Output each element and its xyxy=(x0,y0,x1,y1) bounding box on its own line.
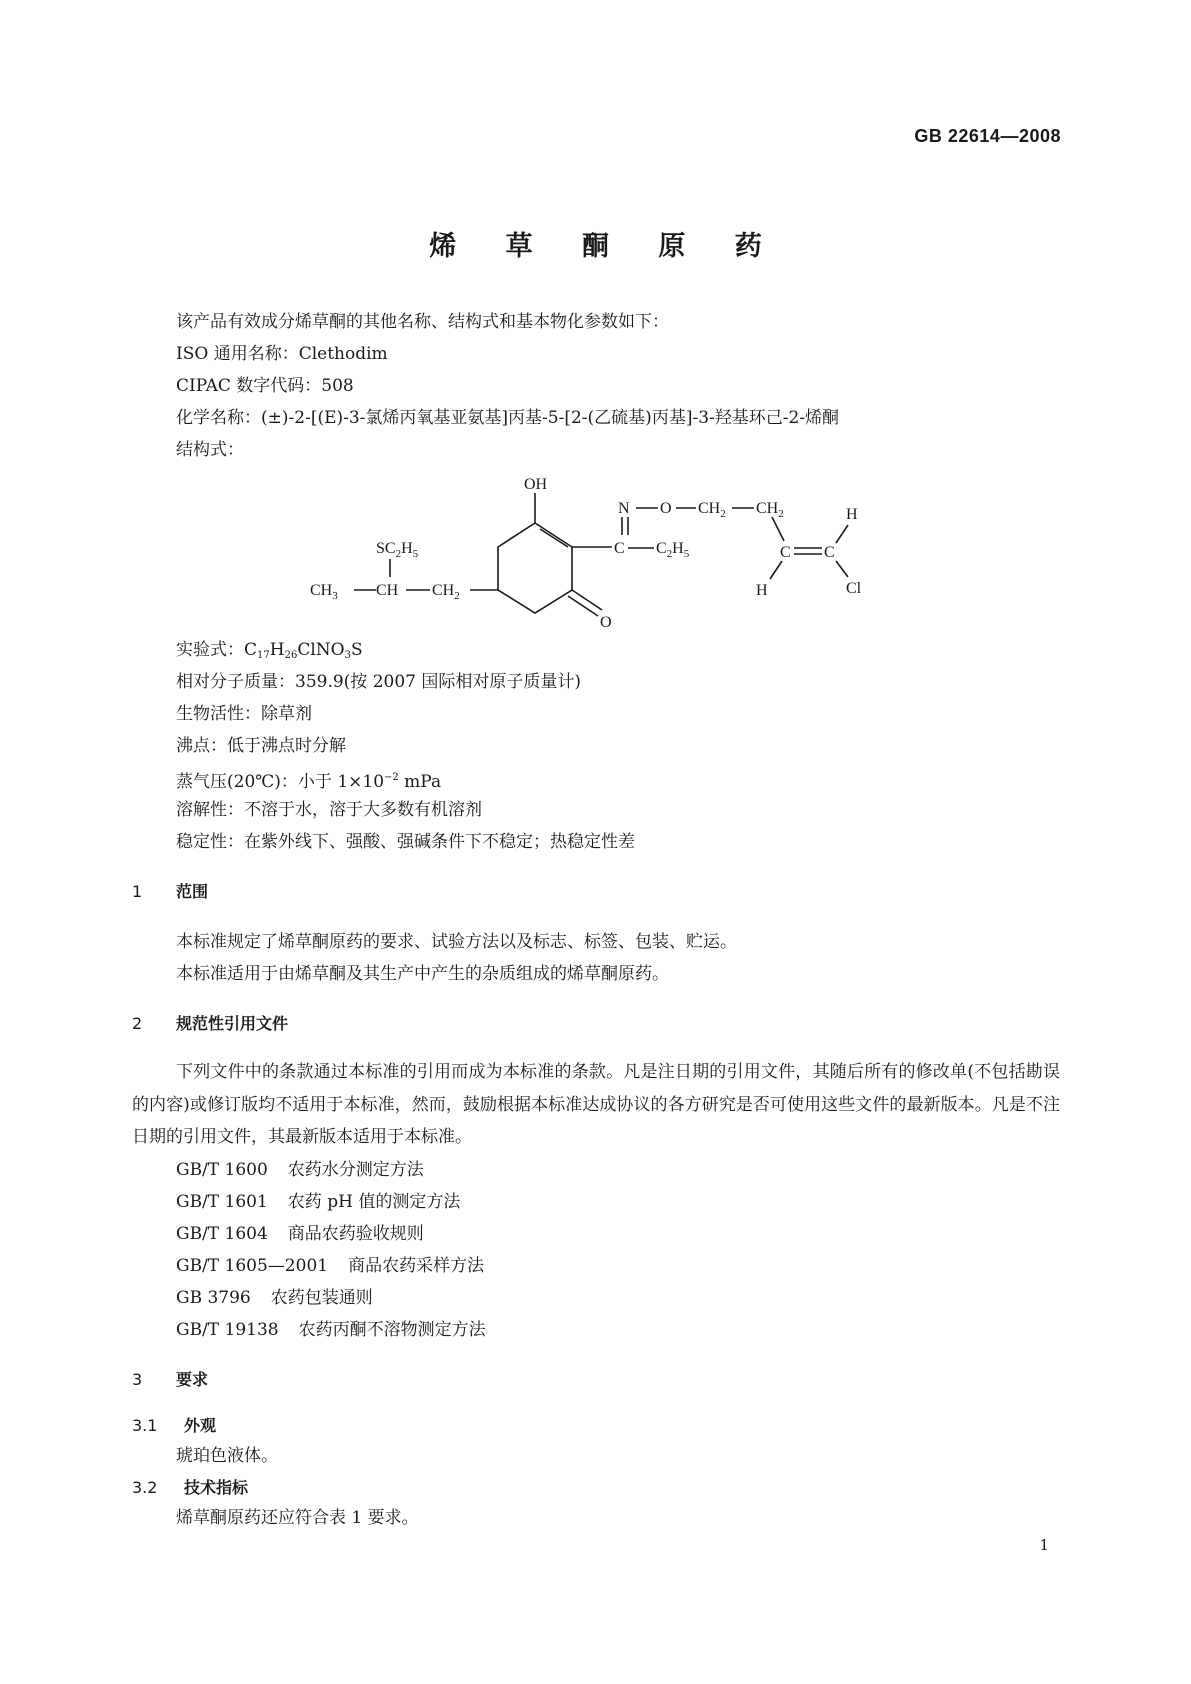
cl-label: Cl xyxy=(846,580,862,597)
h-top-label: H xyxy=(846,506,858,523)
imino-c-label: C xyxy=(614,540,625,557)
stab-value: 在紫外线下、强酸、强碱条件下不稳定；热稳定性差 xyxy=(244,832,635,852)
h-bottom-label: H xyxy=(756,582,768,599)
n-label: N xyxy=(618,500,630,517)
bp-label: 沸点： xyxy=(176,736,227,756)
ref-title: 农药 pH 值的测定方法 xyxy=(287,1192,461,1212)
formula-h-count: 26 xyxy=(284,650,298,661)
bio-label: 生物活性： xyxy=(176,704,261,724)
section-1-heading xyxy=(132,880,208,904)
empirical-formula xyxy=(176,638,363,668)
formula-c-count: 17 xyxy=(257,650,270,661)
ref-item xyxy=(176,1222,424,1246)
section-3-1-title: 外观 xyxy=(184,1416,217,1435)
section-2-heading xyxy=(132,1012,288,1036)
c-cl-bond xyxy=(836,561,848,577)
ch2-b-label: $CH_2$ xyxy=(756,500,784,520)
section-2-number: 2 xyxy=(132,1014,143,1033)
section-3-2-title: 技术指标 xyxy=(184,1478,249,1497)
ring-bonds xyxy=(498,523,572,613)
section-3-1-text: 琥珀色液体。 xyxy=(176,1446,278,1466)
biological-activity xyxy=(176,702,312,726)
section-3-1-number: 3.1 xyxy=(132,1416,158,1435)
ref-code: GB/T 19138 xyxy=(176,1320,279,1340)
standard-number: GB 22614—2008 xyxy=(914,126,1061,146)
keto-o-label: O xyxy=(600,614,612,631)
ref-code: GB/T 1605—2001 xyxy=(176,1256,329,1276)
vinyl-c-right-label: C xyxy=(824,544,835,561)
formula-s: S xyxy=(350,640,363,660)
c-h-bottom-bond xyxy=(770,561,782,579)
vapor-pressure xyxy=(176,766,441,794)
sc2h5-label: $SC_2H_5$ xyxy=(376,540,419,560)
c-h-bond xyxy=(836,525,848,543)
iso-common-name xyxy=(176,342,388,366)
formula-clno: ClNO xyxy=(297,640,345,660)
section-3-2-heading xyxy=(132,1476,248,1500)
formula-c: C xyxy=(244,640,258,660)
keto-bond xyxy=(572,590,602,610)
section-1-title: 范围 xyxy=(176,882,209,901)
cipac-value: 508 xyxy=(321,376,354,396)
ref-title: 农药包装通则 xyxy=(270,1288,373,1308)
section-2-paragraph: 下列文件中的条款通过本标准的引用而成为本标准的条款。凡是注日期的引用文件，其随后所有的修改单(不包括勘误的内容)或修订版均不适用于本标准，然而，鼓励根据本标准达成协议的各方研究是否可使用这些文件的最新版本。凡是不注日期的引用文件，其最新版本适用于本标准。 xyxy=(132,1062,1060,1147)
ref-title: 农药丙酮不溶物测定方法 xyxy=(298,1320,486,1340)
ch-label: CH xyxy=(376,582,399,599)
vp-label: 蒸气压(20℃)： xyxy=(176,772,298,792)
formula-h: H xyxy=(269,640,285,660)
section-3-1-heading xyxy=(132,1414,216,1438)
molecular-weight xyxy=(176,670,581,694)
ref-item xyxy=(176,1254,484,1278)
iso-label: ISO 通用名称： xyxy=(176,344,299,364)
ref-item xyxy=(176,1158,424,1182)
c2h5-label: $C_2H_5$ xyxy=(656,540,690,560)
cipac-label: CIPAC 数字代码： xyxy=(176,376,322,396)
stability xyxy=(176,830,635,854)
ref-title: 商品农药验收规则 xyxy=(287,1224,424,1244)
ref-title: 农药水分测定方法 xyxy=(287,1160,424,1180)
formula-label: 实验式： xyxy=(176,640,244,660)
section-1-p1: 本标准规定了烯草酮原药的要求、试验方法以及标志、标签、包装、贮运。 xyxy=(176,932,737,952)
ref-code: GB 3796 xyxy=(176,1288,251,1308)
formula-o-count: 3 xyxy=(344,650,351,661)
section-3-title: 要求 xyxy=(176,1370,209,1389)
bp-value: 低于沸点时分解 xyxy=(227,736,346,756)
page-number: 1 xyxy=(1039,1536,1049,1554)
section-3-number: 3 xyxy=(132,1370,143,1389)
oh-label: OH xyxy=(524,476,548,493)
vinyl-c-left-label: C xyxy=(780,544,791,561)
ch2-c-bond xyxy=(772,517,784,541)
o-link-label: O xyxy=(660,500,672,517)
section-1-p2: 本标准适用于由烯草酮及其生产中产生的杂质组成的烯草酮原药。 xyxy=(176,964,669,984)
section-2-title: 规范性引用文件 xyxy=(176,1014,289,1033)
intro-lead: 该产品有效成分烯草酮的其他名称、结构式和基本物化参数如下： xyxy=(176,312,669,332)
bio-value: 除草剂 xyxy=(261,704,312,724)
section-3-2-text: 烯草酮原药还应符合表 1 要求。 xyxy=(176,1508,419,1528)
structural-formula xyxy=(310,465,890,635)
ref-item xyxy=(176,1190,460,1214)
solubility xyxy=(176,798,482,822)
document-title: 烯 草 酮 原 药 xyxy=(429,231,782,262)
section-3-heading xyxy=(132,1368,208,1392)
vp-exponent: −2 xyxy=(384,772,399,783)
ref-item xyxy=(176,1318,486,1342)
structure-label: 结构式： xyxy=(176,440,244,460)
ref-code: GB/T 1604 xyxy=(176,1224,268,1244)
stab-label: 稳定性： xyxy=(176,832,244,852)
ch2-side-label: $CH_2$ xyxy=(432,582,460,602)
chem-value: (±)-2-[(E)-3-氯烯丙氧基亚氨基]丙基-5-[2-(乙硫基)丙基]-3-羟基环己-2-烯酮 xyxy=(261,408,840,428)
vp-value: 小于 1×10 xyxy=(297,772,385,792)
mw-value: 359.9(按 2007 国际相对原子质量计) xyxy=(295,672,582,692)
cipac-code xyxy=(176,374,354,398)
iso-value: Clethodim xyxy=(298,344,388,364)
boiling-point xyxy=(176,734,346,758)
ch2-a-label: $CH_2$ xyxy=(698,500,726,520)
ch3-label: $CH_3$ xyxy=(310,582,338,602)
chemical-name xyxy=(176,406,839,430)
chem-label: 化学名称： xyxy=(176,408,261,428)
ref-title: 商品农药采样方法 xyxy=(348,1256,485,1276)
sol-value: 不溶于水，溶于大多数有机溶剂 xyxy=(244,800,482,820)
ref-code: GB/T 1601 xyxy=(176,1192,268,1212)
sol-label: 溶解性： xyxy=(176,800,244,820)
keto-double-bond xyxy=(568,596,598,616)
ref-item xyxy=(176,1286,373,1310)
vp-unit: mPa xyxy=(398,772,442,792)
section-1-number: 1 xyxy=(132,882,143,901)
mw-label: 相对分子质量： xyxy=(176,672,295,692)
ring-double-bond xyxy=(540,529,568,547)
ref-code: GB/T 1600 xyxy=(176,1160,268,1180)
section-3-2-number: 3.2 xyxy=(132,1478,158,1497)
